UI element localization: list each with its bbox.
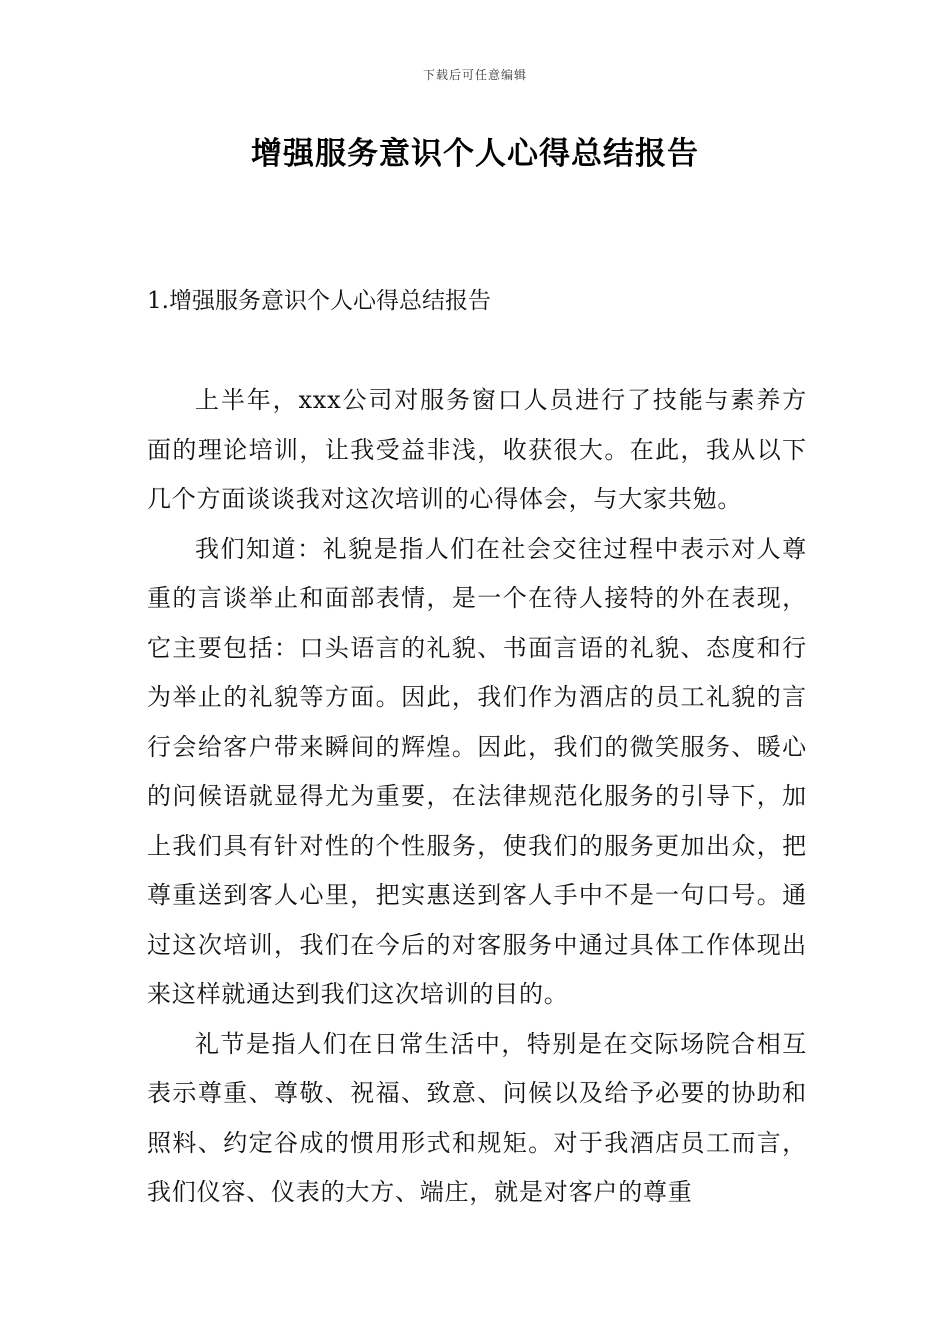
paragraph-3: 礼节是指人们在日常生活中，特别是在交际场院合相互表示尊重、尊敬、祝福、致意、问候以及给予必要的协助和照料、约定谷成的惯用形式和规矩。对于我酒店员工而言，我们仪容、仪表的大方、端庄，就是对客户的尊重 [147,1029,807,1206]
paragraph-1: 上半年，xxx公司对服务窗口人员进行了技能与素养方面的理论培训，让我受益非浅，收获很大。在此，我从以下几个方面谈谈我对这次培训的心得体会，与大家共勉。 [147,386,807,513]
document-title: 增强服务意识个人心得总结报告 [251,136,699,172]
header-note: 下载后可任意编辑 [422,68,527,82]
paragraph-2: 我们知道：礼貌是指人们在社会交往过程中表示对人尊重的言谈举止和面部表情，是一个在待人接特的外在表现，它主要包括：口头语言的礼貌、书面言语的礼貌、态度和行为举止的礼貌等方面。因此，我们作为酒店的员工礼貌的言行会给客户带来瞬间的辉煌。因此，我们的微笑服务、暖心的问候语就显得尤为重要，在法律规范化服务的引导下，加上我们具有针对性的个性服务，使我们的服务更加出众，把尊重送到客人心里，把实惠送到客人手中不是一句口号。通过这次培训，我们在今后的对客服务中通过具体工作体现出来这样就通达到我们这次培训的目的。 [147,534,807,1008]
document-body [147,376,807,1218]
section-heading: 1.增强服务意识个人心得总结报告 [147,288,491,314]
